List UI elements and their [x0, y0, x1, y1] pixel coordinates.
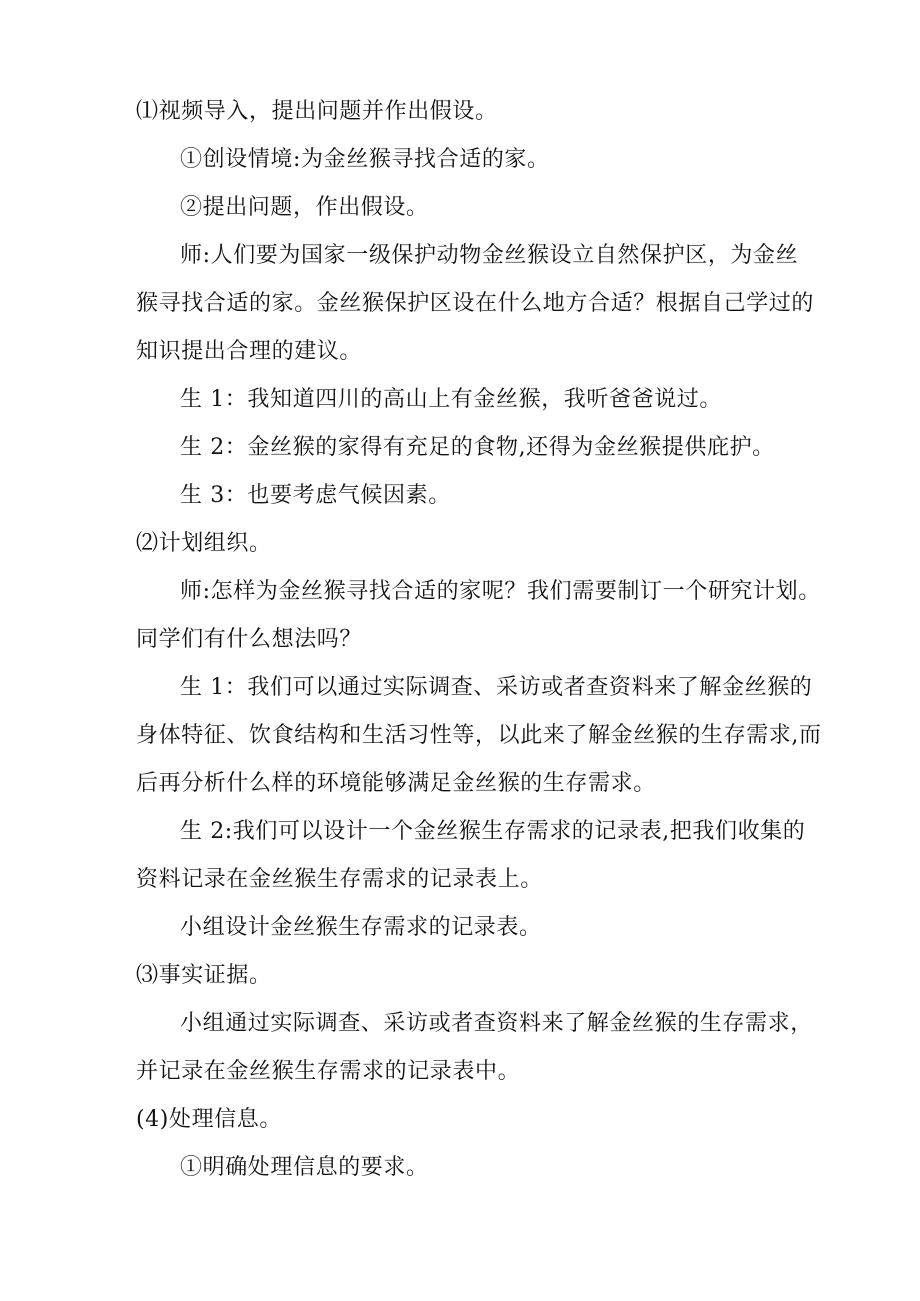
teacher-line-3: 知识提出合理的建议。: [136, 339, 363, 364]
student-2-plan-line-2: 资料记录在金丝猴生存需求的记录表上。: [136, 867, 543, 892]
student-3-reply: 生 3：也要考虑气候因素。: [180, 483, 451, 508]
paragraph-raise-question: ②提出问题，作出假设。: [180, 195, 429, 220]
teacher-line-2: 猴寻找合适的家。金丝猴保护区设在什么地方合适？根据自己学过的: [136, 291, 815, 316]
student-1-plan-line-3: 后再分析什么样的环境能够满足金丝猴的生存需求。: [136, 771, 656, 796]
paragraph-clarify-requirements: ①明确处理信息的要求。: [180, 1155, 429, 1180]
heading-plan-organize: ⑵计划组织。: [136, 531, 272, 556]
teacher-plan-line-2: 同学们有什么想法吗？: [136, 627, 363, 652]
heading-fact-evidence: ⑶事实证据。: [136, 963, 272, 988]
student-2-plan-line-1: 生 2:我们可以设计一个金丝猴生存需求的记录表,把我们收集的: [180, 819, 806, 844]
student-1-plan-line-2: 身体特征、饮食结构和生活习性等，以此来了解金丝猴的生存需求,而: [136, 723, 822, 748]
student-2-reply: 生 2：金丝猴的家得有充足的食物,还得为金丝猴提供庇护。: [180, 435, 775, 460]
teacher-line-1: 师:人们要为国家一级保护动物金丝猴设立自然保护区，为金丝: [180, 243, 799, 268]
student-1-plan-line-1: 生 1：我们可以通过实际调查、采访或者查资料来了解金丝猴的: [180, 675, 813, 700]
teacher-plan-line-1: 师:怎样为金丝猴寻找合适的家呢？我们需要制订一个研究计划。: [180, 579, 821, 604]
heading-process-info: (4)处理信息。: [136, 1107, 282, 1132]
paragraph-group-design: 小组设计金丝猴生存需求的记录表。: [180, 915, 542, 940]
paragraph-create-situation: ①创设情境:为金丝猴寻找合适的家。: [180, 147, 550, 172]
evidence-line-1: 小组通过实际调查、采访或者查资料来了解金丝猴的生存需求，: [180, 1011, 813, 1036]
heading-video-intro: ⑴视频导入，提出问题并作出假设。: [136, 99, 498, 124]
evidence-line-2: 并记录在金丝猴生存需求的记录表中。: [136, 1059, 521, 1084]
student-1-reply: 生 1：我知道四川的高山上有金丝猴，我听爸爸说过。: [180, 387, 722, 412]
